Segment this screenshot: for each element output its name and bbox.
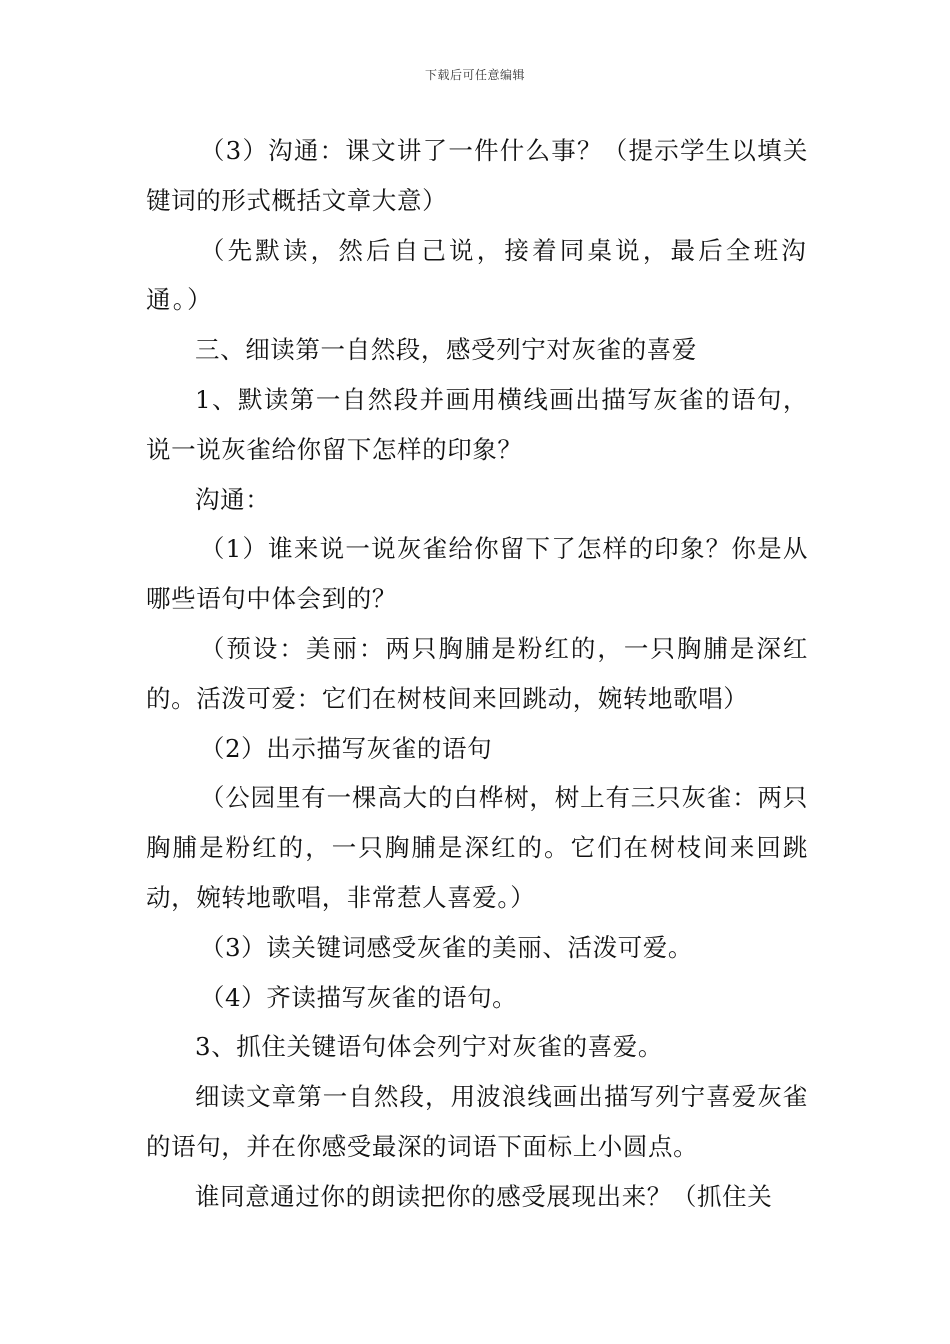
paragraph-quoted-text: （公园里有一棵高大的白桦树，树上有三只灰雀：两只胸脯是粉红的，一只胸脯是深红的。它们在树枝间来回跳动，婉转地歌唱，非常惹人喜爱。） — [146, 783, 808, 912]
paragraph-step-3: （3）读关键词感受灰雀的美丽、活泼可爱。 — [199, 932, 693, 962]
document-body — [146, 126, 808, 1222]
paragraph-close-reading: 细读文章第一自然段，用波浪线画出描写列宁喜爱灰雀的语句，并在你感受最深的词语下面标上小圆点。 — [146, 1082, 808, 1161]
paragraph-communicate-label: 沟通： — [195, 484, 271, 514]
paragraph-read-aloud: 谁同意通过你的朗读把你的感受展现出来？（抓住关 — [195, 1181, 773, 1211]
paragraph-step-4: （4）齐读描写灰雀的语句。 — [199, 982, 518, 1012]
page-header: 下载后可任意编辑 — [424, 68, 525, 82]
paragraph-task-3: 3、抓住关键语句体会列宁对灰雀的喜爱。 — [195, 1032, 663, 1062]
paragraph-step-2: （2）出示描写灰雀的语句 — [199, 733, 493, 763]
paragraph-task-1: 1、默读第一自然段并画用横线画出描写灰雀的语句，说一说灰雀给你留下怎样的印象？ — [146, 384, 808, 464]
paragraph-question-1: （1）谁来说一说灰雀给你留下了怎样的印象？你是从哪些语句中体会到的？ — [146, 534, 808, 614]
paragraph-communicate-3: （3）沟通：课文讲了一件什么事？（提示学生以填关键词的形式概括文章大意） — [146, 136, 808, 215]
paragraph-read-instructions: （先默读，然后自己说，接着同桌说，最后全班沟通。） — [146, 235, 808, 315]
section-heading-3: 三、细读第一自然段，感受列宁对灰雀的喜爱 — [195, 335, 697, 365]
paragraph-preset-answer: （预设：美丽：两只胸脯是粉红的，一只胸脯是深红的。活泼可爱：它们在树枝间来回跳动，婉转地歌唱） — [146, 633, 808, 713]
